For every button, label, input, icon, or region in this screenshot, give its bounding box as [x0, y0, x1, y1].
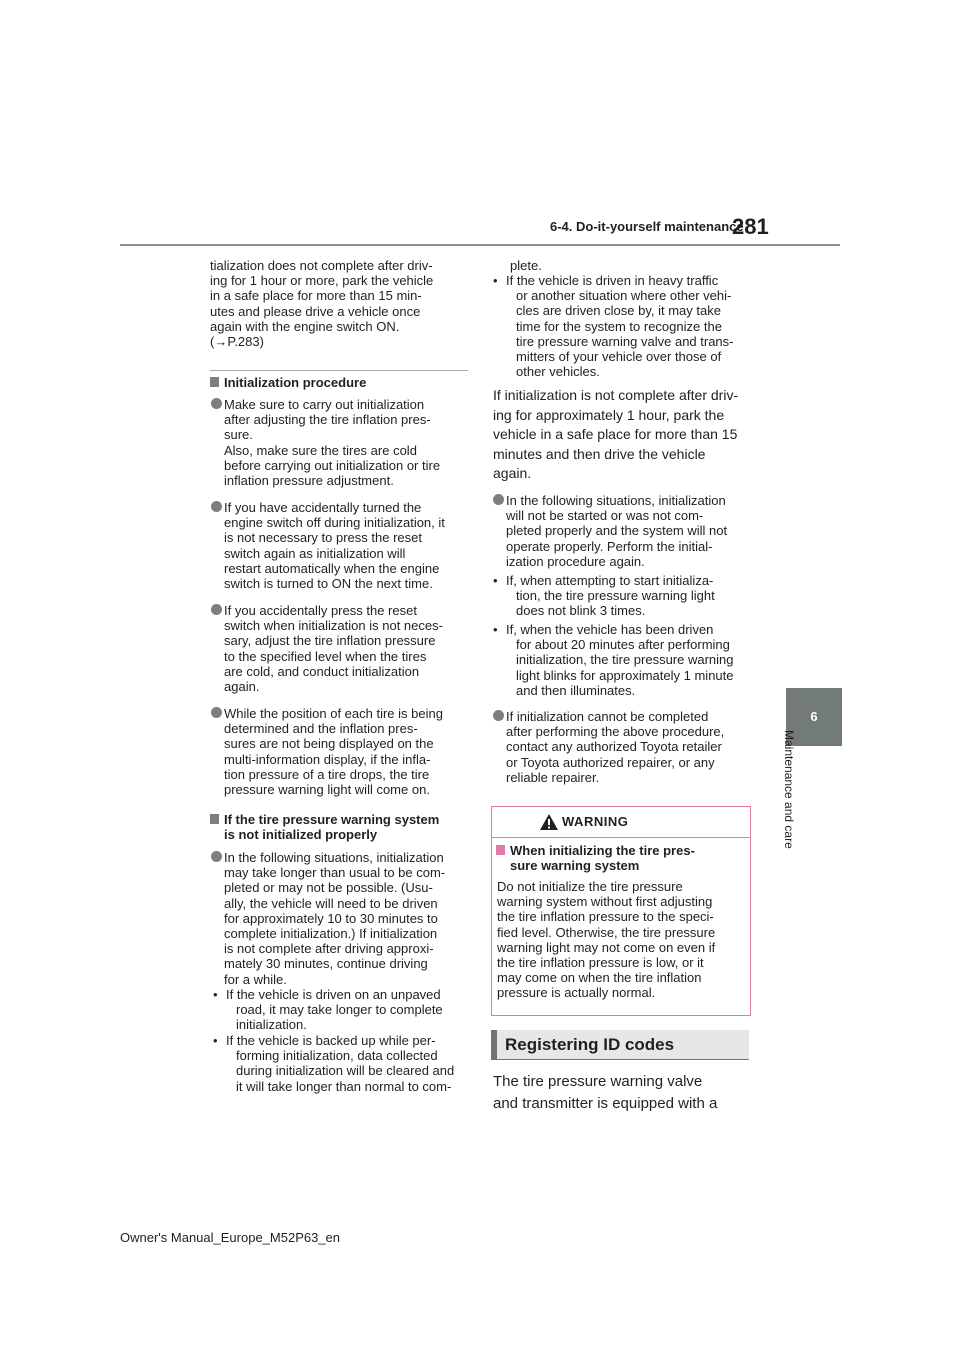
- section-heading-text: Registering ID codes: [505, 1035, 675, 1054]
- bullet-line: switch is turned to ON the next time.: [224, 576, 433, 592]
- bullet-line: after performing the above procedure,: [506, 724, 725, 740]
- bullet-line: or Toyota authorized repairer, or any: [506, 754, 715, 770]
- bullet-item: [224, 603, 474, 694]
- warning-heading-line: When initializing the tire pres-: [510, 843, 695, 858]
- chapter-side-label: [782, 730, 840, 910]
- bullet-line: switch when initialization is not neces-: [224, 618, 443, 634]
- subheading: [224, 812, 474, 842]
- section-title: 6-4. Do-it-yourself maintenance: [550, 219, 744, 234]
- dash-marker: •: [213, 1033, 218, 1048]
- section-body-line: and transmitter is equipped with a: [493, 1095, 718, 1112]
- para-line: minutes and then drive the vehicle: [493, 445, 706, 462]
- footer-text: Owner's Manual_Europe_M52P63_en: [120, 1230, 341, 1245]
- dash-line: If the vehicle is driven on an unpaved: [226, 987, 441, 1002]
- dash-line: it will take longer than normal to com-: [236, 1078, 452, 1094]
- bullet-line: determined and the inflation pres-: [224, 721, 418, 737]
- dash-item: [213, 1033, 474, 1094]
- dash-line: mitters of your vehicle over those of: [516, 349, 722, 365]
- dash-item: [213, 987, 474, 1033]
- intro-line: tialization does not complete after driv-: [210, 258, 433, 273]
- bullet-line: sary, adjust the tire inflation pressure: [224, 633, 436, 649]
- bullet-item: [224, 397, 474, 488]
- bullet-line: for a while.: [224, 971, 287, 987]
- bullet-line: restart automatically when the engine: [224, 560, 440, 576]
- section-body-line: The tire pressure warning valve: [493, 1073, 703, 1090]
- warning-body-line: the tire inflation pressure to the speci-: [497, 909, 714, 925]
- circle-bullet-icon: [211, 851, 222, 862]
- dash-line: or another situation where other vehi-: [516, 288, 732, 304]
- dash-line: initialization.: [236, 1017, 307, 1033]
- bullet-line: will not be started or was not com-: [506, 508, 704, 524]
- dash-line: tire pressure warning valve and trans-: [516, 333, 734, 349]
- bullet-line: again.: [224, 679, 260, 695]
- bullet-line: ization procedure again.: [506, 553, 645, 569]
- dash-item: [493, 622, 756, 698]
- warning-body-line: warning system without first adjusting: [497, 894, 713, 910]
- square-bullet-icon: [210, 377, 219, 387]
- bullet-line: pleted or may not be possible. (Usu-: [224, 880, 433, 896]
- left-intro: [210, 258, 472, 349]
- bullet-line: mately 30 minutes, continue driving: [224, 956, 428, 972]
- circle-bullet-icon: [211, 604, 222, 615]
- dash-item: [493, 573, 756, 619]
- section-heading: [491, 1030, 749, 1060]
- warning-subheading: [510, 843, 746, 873]
- warning-body-line: pressure is actually normal.: [497, 985, 656, 1001]
- dash-marker: •: [493, 573, 498, 588]
- bullet-line: are cold, and conduct initialization: [224, 663, 420, 679]
- bullet-line: pleted properly and the system will not: [506, 523, 728, 539]
- circle-bullet-icon: [493, 494, 504, 505]
- para-line: ing for approximately 1 hour, park the: [493, 406, 725, 423]
- bullet-line: after adjusting the tire inflation pres-: [224, 412, 431, 428]
- warning-body-line: the tire inflation pressure is low, or it: [497, 955, 704, 971]
- bullet-line: may take longer than usual to be com-: [224, 865, 446, 881]
- bullet-line: operate properly. Perform the initial-: [506, 538, 713, 554]
- header-rule: [120, 244, 840, 246]
- warning-heading-line: sure warning system: [510, 858, 640, 874]
- bullet-line: Also, make sure the tires are cold: [224, 442, 417, 458]
- para-line: vehicle in a safe place for more than 15: [493, 426, 738, 442]
- paragraph: [493, 386, 755, 484]
- dash-line: If the vehicle is driven in heavy traffic: [506, 273, 719, 288]
- dash-marker: •: [213, 987, 218, 1002]
- dash-line: during initialization will be cleared and: [236, 1063, 455, 1079]
- chapter-title: Maintenance and care: [782, 730, 796, 849]
- section-body: [493, 1071, 755, 1115]
- dash-item: [493, 273, 754, 380]
- dash-marker: •: [493, 622, 498, 637]
- subheading-text: is not initialized properly: [224, 827, 378, 843]
- bullet-line: If you accidentally press the reset: [224, 603, 417, 618]
- intro-line: ing for 1 hour or more, park the vehicle: [210, 273, 434, 289]
- subheading-text: Initialization procedure: [224, 375, 367, 390]
- bullet-line: to the specified level when the tires: [224, 648, 427, 664]
- bullet-line: switch again as initialization will: [224, 545, 406, 561]
- intro-line: again with the engine switch ON.: [210, 318, 400, 334]
- bullet-line: multi-information display, if the infla-: [224, 751, 431, 767]
- dash-line: If the vehicle is backed up while per-: [226, 1033, 436, 1048]
- bullet-line: inflation pressure adjustment.: [224, 473, 394, 489]
- square-bullet-icon: [496, 845, 505, 855]
- warning-body-line: may come on when the tire inflation: [497, 970, 702, 986]
- dash-line: time for the system to recognize the: [516, 318, 722, 334]
- square-bullet-icon: [210, 814, 219, 824]
- dash-line: and then illuminates.: [516, 682, 636, 698]
- warning-body-line: warning light may not come on even if: [497, 939, 716, 955]
- dash-line: If, when the vehicle has been driven: [506, 622, 714, 637]
- warning-header: [492, 807, 750, 838]
- dash-line: for about 20 minutes after performing: [516, 637, 730, 653]
- warning-body-line: fied level. Otherwise, the tire pressure: [497, 924, 716, 940]
- bullet-line: sures are not being displayed on the: [224, 736, 434, 752]
- bullet-line: is not necessary to press the reset: [224, 530, 422, 546]
- bullet-item: [506, 709, 756, 785]
- bullet-line: ally, the vehicle will need to be driven: [224, 895, 438, 911]
- separator-rule: [210, 370, 468, 371]
- intro-line: utes and please drive a vehicle once: [210, 303, 421, 319]
- bullet-item: [224, 500, 474, 591]
- dash-line: other vehicles.: [516, 364, 600, 380]
- dash-line: initialization, the tire pressure warning: [516, 652, 734, 668]
- bullet-line: If you have accidentally turned the: [224, 500, 422, 515]
- warning-body: [497, 879, 747, 1001]
- bullet-line: engine switch off during initialization, it: [224, 515, 445, 531]
- para-line: If initialization is not complete after driv-: [493, 387, 739, 403]
- warning-triangle-icon: [540, 814, 558, 830]
- bullet-line: If initialization cannot be completed: [506, 709, 709, 724]
- bullet-line: is not complete after driving approxi-: [224, 941, 434, 957]
- dash-line: tion, the tire pressure warning light: [516, 588, 715, 604]
- subheading: [224, 375, 474, 390]
- bullet-line: Make sure to carry out initialization: [224, 397, 425, 412]
- bullet-item: [506, 493, 756, 569]
- para-line: again.: [493, 465, 532, 481]
- bullet-item: [224, 706, 474, 797]
- bullet-line: for approximately 10 to 30 minutes to: [224, 910, 438, 926]
- bullet-line: sure.: [224, 427, 253, 443]
- dash-line: If, when attempting to start initializa-: [506, 573, 714, 588]
- intro-line: in a safe place for more than 15 min-: [210, 288, 422, 304]
- dash-marker: •: [493, 273, 498, 288]
- dash-line: forming initialization, data collected: [236, 1048, 438, 1064]
- dash-line: light blinks for approximately 1 minute: [516, 667, 734, 683]
- bullet-line: In the following situations, initialization: [224, 850, 444, 865]
- warning-label: WARNING: [562, 814, 629, 829]
- circle-bullet-icon: [211, 501, 222, 512]
- bullet-line: reliable repairer.: [506, 769, 600, 785]
- circle-bullet-icon: [493, 710, 504, 721]
- subheading-text: If the tire pressure warning system: [224, 812, 440, 827]
- dash-line: does not blink 3 times.: [516, 603, 646, 619]
- bullet-item: [224, 850, 474, 987]
- warning-box: [491, 806, 751, 1016]
- bullet-line: complete initialization.) If initialization: [224, 926, 438, 942]
- circle-bullet-icon: [211, 707, 222, 718]
- chapter-tab: 6: [786, 688, 842, 746]
- bullet-line: While the position of each tire is being: [224, 706, 443, 721]
- continued-text: plete.: [510, 258, 542, 273]
- circle-bullet-icon: [211, 398, 222, 409]
- page-number: 281: [732, 214, 769, 239]
- dash-line: road, it may take longer to complete: [236, 1002, 443, 1018]
- bullet-line: contact any authorized Toyota retailer: [506, 739, 722, 755]
- dash-line: cles are driven close by, it may take: [516, 303, 721, 319]
- initialization-heading: [224, 375, 474, 390]
- bullet-line: In the following situations, initialization: [506, 493, 726, 508]
- bullet-line: pressure warning light will come on.: [224, 782, 430, 798]
- intro-line: (→P.283): [210, 334, 264, 350]
- bullet-line: tion pressure of a tire drops, the tire: [224, 766, 430, 782]
- bullet-line: before carrying out initialization or tire: [224, 457, 441, 473]
- warning-body-line: Do not initialize the tire pressure: [497, 879, 683, 894]
